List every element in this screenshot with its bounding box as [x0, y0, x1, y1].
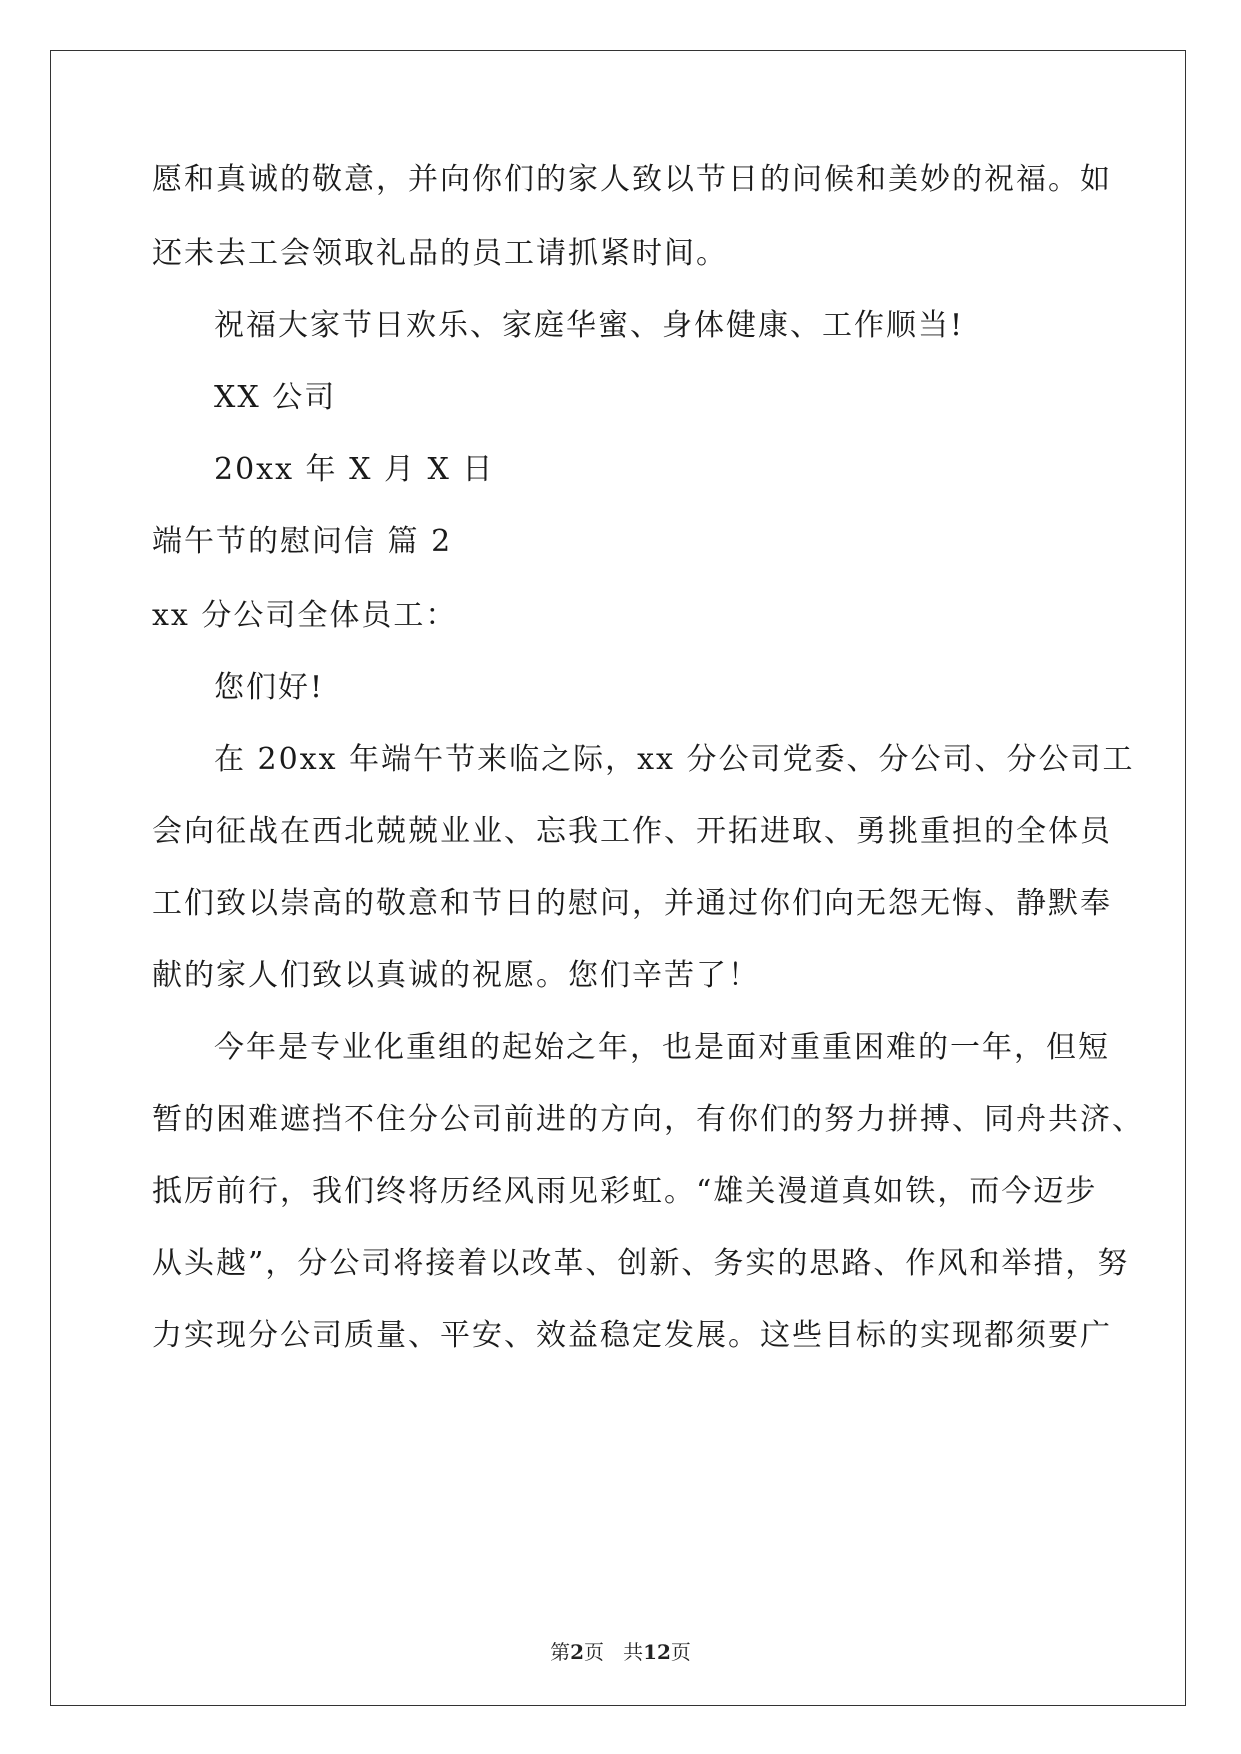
footer-prefix: 第: [550, 1640, 571, 1664]
page-border: [50, 50, 1186, 1706]
section-heading: 端午节的慰问信 篇 2: [152, 524, 453, 559]
footer-page-word: 页: [584, 1640, 604, 1664]
body-line-11: 工们致以崇高的敬意和节日的慰问，并通过你们向无怨无悔、静默奉: [152, 886, 1112, 921]
signature-date: 20xx 年 X 月 X 日: [214, 452, 495, 487]
footer-total-pages: 12: [643, 1640, 671, 1664]
footer-total-prefix: 共: [623, 1640, 644, 1664]
footer-current-page: 2: [570, 1640, 584, 1664]
greeting-wish-line: 祝福大家节日欢乐、家庭华蜜、身体健康、工作顺当!: [214, 308, 965, 343]
body-line-14: 暂的困难遮挡不住分公司前进的方向，有你们的努力拼搏、同舟共济、: [152, 1102, 1144, 1137]
hello-line: 您们好!: [214, 670, 325, 705]
body-line-17: 力实现分公司质量、平安、效益稳定发展。这些目标的实现都须要广: [152, 1318, 1112, 1353]
signature-company: XX 公司: [214, 380, 337, 415]
body-line-16: 从头越”，分公司将接着以改革、创新、务实的思路、作风和举措，努: [152, 1246, 1130, 1281]
page-footer: [0, 1636, 1241, 1665]
body-line-12: 献的家人们致以真诚的祝愿。您们辛苦了！: [152, 958, 760, 993]
body-line-1: 愿和真诚的敬意，并向你们的家人致以节日的问候和美妙的祝福。如: [152, 162, 1112, 197]
body-line-13: 今年是专业化重组的起始之年，也是面对重重困难的一年，但短: [214, 1030, 1110, 1065]
body-line-9: 在 20xx 年端午节来临之际，xx 分公司党委、分公司、分公司工: [214, 742, 1135, 777]
body-line-15: 抵厉前行，我们终将历经风雨见彩虹。“雄关漫道真如铁，而今迈步: [152, 1174, 1098, 1209]
body-line-2: 还未去工会领取礼品的员工请抓紧时间。: [152, 236, 728, 271]
salutation: xx 分公司全体员工：: [152, 598, 458, 633]
body-line-10: 会向征战在西北兢兢业业、忘我工作、开拓进取、勇挑重担的全体员: [152, 814, 1112, 849]
footer-total-suffix: 页: [670, 1640, 691, 1664]
